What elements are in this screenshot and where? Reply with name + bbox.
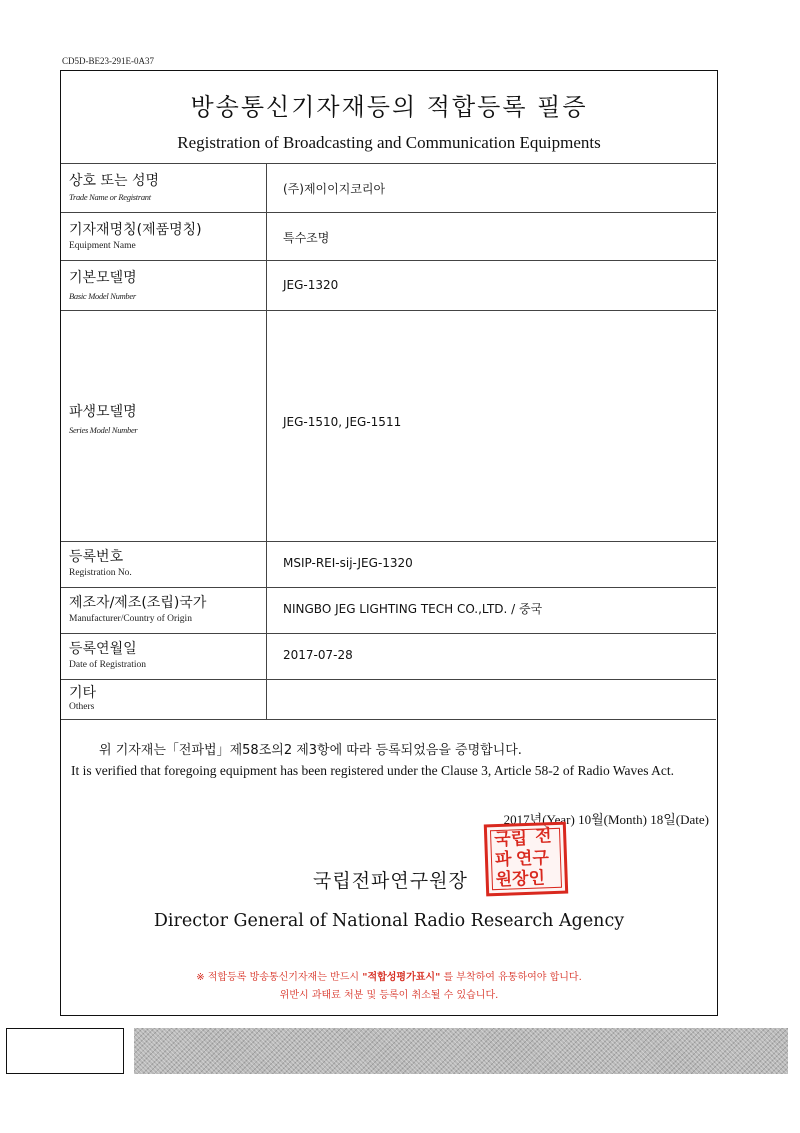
field-value: 특수조명 (283, 231, 330, 245)
label-english: Basic Model Number (69, 291, 136, 301)
label-korean: 등록번호 (69, 549, 124, 565)
column-divider (266, 542, 267, 587)
label-korean: 기타 (69, 685, 97, 701)
seal-glyph: 전 (534, 826, 553, 847)
field-row-trade-name (61, 163, 716, 212)
label-korean: 파생모델명 (69, 404, 137, 420)
label-korean: 상호 또는 성명 (69, 173, 160, 189)
field-row-registration-no (61, 541, 716, 587)
statement-english: It is verified that foregoing equipment has been registered under the Clause 3, Article 58-2 of Radio Waves Act. (71, 763, 674, 778)
footer-blank-box (6, 1028, 124, 1074)
label-english: Trade Name or Registrant (69, 192, 151, 202)
notice-line-1 (61, 968, 717, 983)
seal-glyph: 파 (494, 849, 512, 871)
issuer-korean: 국립전파연구원장 (313, 870, 468, 892)
title-english: Registration of Broadcasting and Communication Equipments (177, 133, 601, 152)
label-korean: 기자재명칭(제품명칭) (69, 222, 202, 238)
issue-date: 2017년(Year) 10월(Month) 18일(Date) (503, 812, 709, 827)
field-value: JEG-1510, JEG-1511 (283, 415, 402, 429)
column-divider (266, 261, 267, 310)
seal-glyph: 원장인 (495, 868, 546, 891)
column-divider (266, 588, 267, 633)
field-row-others (61, 679, 716, 720)
field-row-series-model (61, 310, 716, 541)
field-value: JEG-1320 (283, 278, 339, 292)
label-korean: 등록연월일 (69, 641, 137, 657)
label-english: Equipment Name (69, 241, 136, 251)
column-divider (266, 634, 267, 679)
title-korean: 방송통신기자재등의 적합등록 필증 (190, 93, 588, 121)
field-row-equipment-name (61, 212, 716, 260)
field-value: MSIP-REI-sij-JEG-1320 (283, 556, 413, 570)
footer-security-strip (134, 1028, 788, 1074)
field-row-registration-date (61, 633, 716, 679)
label-korean: 기본모델명 (69, 270, 137, 286)
statement-korean: 위 기자재는「전파법」제58조의2 제3항에 따라 등록되었음을 증명합니다. (99, 743, 522, 758)
column-divider (266, 213, 267, 260)
label-english: Manufacturer/Country of Origin (69, 614, 192, 624)
notice-suffix: 를 부착하여 유통하여야 합니다. (443, 972, 582, 983)
label-korean: 제조자/제조(조립)국가 (69, 595, 207, 611)
field-value: (주)제이이지코리아 (283, 182, 386, 196)
field-row-basic-model (61, 260, 716, 310)
field-value: 2017-07-28 (283, 648, 353, 662)
notice-emphasis: "적합성평가표시" (362, 972, 441, 983)
notice-prefix: ※ 적합등록 방송통신기자재는 반드시 (196, 972, 360, 983)
notice-line-2: 위반시 과태료 처분 및 등록이 취소될 수 있습니다. (279, 990, 499, 1001)
column-divider (266, 680, 267, 719)
document-code: CD5D-BE23-291E-0A37 (62, 56, 154, 66)
issuer-english: Director General of National Radio Research Agency (153, 911, 625, 931)
seal-glyph: 연구 (515, 848, 550, 870)
field-value: NINGBO JEG LIGHTING TECH CO.,LTD. / 중국 (283, 602, 543, 616)
column-divider (266, 311, 267, 541)
certificate-frame (60, 70, 718, 1016)
label-english: Series Model Number (69, 425, 138, 435)
label-english: Date of Registration (69, 660, 147, 670)
field-row-manufacturer (61, 587, 716, 633)
label-english: Others (69, 702, 95, 712)
official-seal (484, 822, 568, 897)
seal-glyph: 국립 (493, 828, 528, 851)
column-divider (266, 164, 267, 212)
label-english: Registration No. (69, 568, 132, 578)
